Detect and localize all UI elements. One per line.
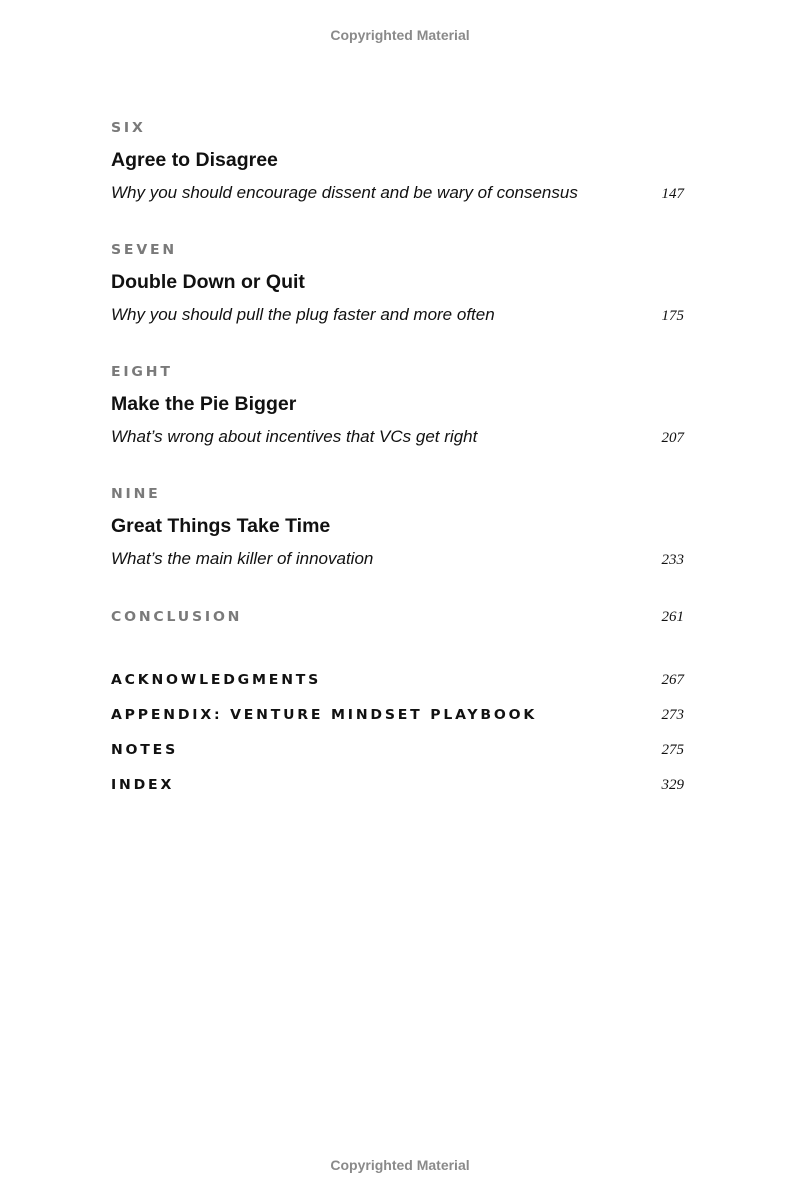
page-number: 261	[661, 609, 684, 625]
back-matter-label: ACKNOWLEDGMENTS	[111, 673, 322, 688]
chapter-subtitle: What’s wrong about incentives that VCs get right	[111, 427, 478, 446]
chapter-title: Double Down or Quit	[111, 271, 305, 293]
page-number: 233	[661, 552, 684, 568]
page-number: 275	[661, 742, 684, 758]
page-number: 175	[661, 308, 684, 324]
toc-chapter-eight[interactable]	[111, 365, 684, 447]
toc-chapter-seven[interactable]	[111, 243, 684, 325]
toc-conclusion[interactable]	[111, 609, 684, 626]
chapter-subtitle: Why you should encourage dissent and be wary of consensus	[111, 183, 578, 202]
conclusion-label: CONCLUSION	[111, 610, 243, 625]
chapter-number: SIX	[111, 121, 146, 136]
copyright-watermark-top: Copyrighted Material	[330, 27, 470, 43]
back-matter-label: NOTES	[111, 743, 179, 758]
page-number: 207	[661, 430, 684, 446]
toc-chapter-nine[interactable]	[111, 487, 684, 569]
chapter-subtitle: What’s the main killer of innovation	[111, 549, 374, 568]
back-matter-label: APPENDIX: VENTURE MINDSET PLAYBOOK	[111, 708, 538, 723]
page-number: 267	[661, 672, 684, 688]
toc-acknowledgments[interactable]	[111, 672, 684, 689]
toc-appendix[interactable]	[111, 707, 684, 724]
toc-chapter-six[interactable]	[111, 121, 684, 203]
chapter-title: Agree to Disagree	[111, 149, 278, 171]
chapter-subtitle: Why you should pull the plug faster and more often	[111, 305, 495, 324]
chapter-number: SEVEN	[111, 243, 177, 258]
back-matter-label: INDEX	[111, 778, 175, 793]
page-number: 147	[661, 186, 684, 202]
toc-index[interactable]	[111, 777, 684, 794]
chapter-number: EIGHT	[111, 365, 173, 380]
copyright-watermark-bottom: Copyrighted Material	[330, 1157, 470, 1173]
toc-notes[interactable]	[111, 742, 684, 759]
chapter-number: NINE	[111, 487, 161, 502]
chapter-title: Great Things Take Time	[111, 515, 331, 537]
page-number: 329	[661, 777, 684, 793]
page-number: 273	[661, 707, 684, 723]
chapter-title: Make the Pie Bigger	[111, 393, 297, 415]
